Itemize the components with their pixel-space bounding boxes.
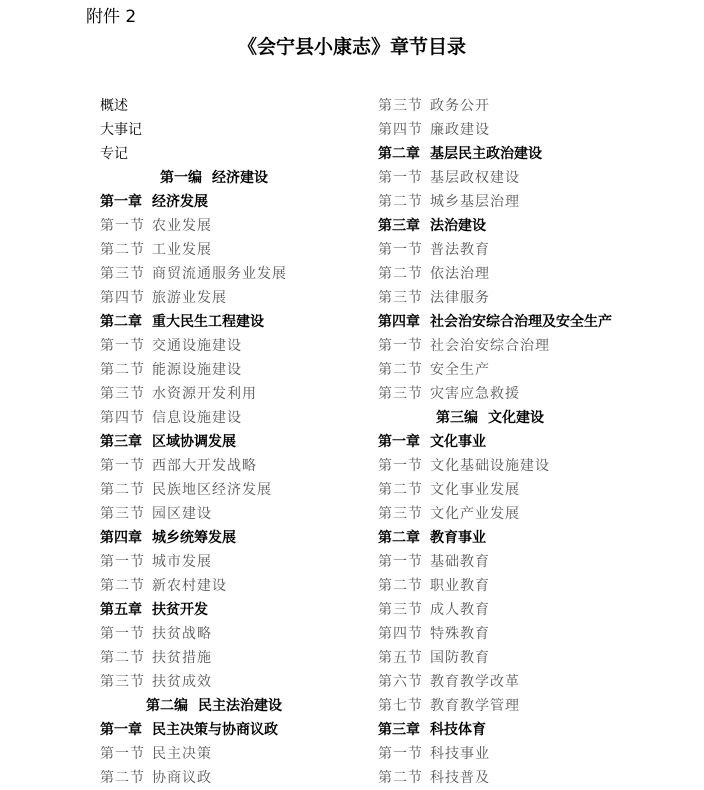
- toc-entry-title: 文化事业发展: [430, 482, 520, 498]
- toc-entry-title: 社会治安综合治理及安全生产: [430, 314, 612, 330]
- toc-entry-number: 第七节: [378, 698, 423, 714]
- toc-chapter: [100, 190, 287, 214]
- toc-entry-title: 基层民主政治建设: [430, 146, 542, 162]
- toc-entry-number: 第二节: [378, 194, 423, 210]
- toc-chapter: [100, 718, 287, 742]
- toc-section: [378, 550, 612, 574]
- toc-entry-number: 第四章: [378, 314, 420, 330]
- toc-entry-title: 法律服务: [430, 290, 490, 306]
- toc-entry-title: 安全生产: [430, 362, 490, 378]
- toc-entry-number: 第四节: [100, 290, 145, 306]
- toc-entry-title: 工业发展: [152, 242, 212, 258]
- toc-section: [378, 694, 612, 718]
- toc-entry-number: 第一节: [100, 554, 145, 570]
- toc-chapter: [378, 430, 612, 454]
- toc-entry-number: 第三章: [378, 722, 420, 738]
- toc-entry-title: 政务公开: [430, 98, 490, 114]
- toc-chapter: [378, 310, 612, 334]
- toc-entry-number: 第二章: [378, 146, 420, 162]
- toc-entry-title: 灾害应急救援: [430, 386, 520, 402]
- toc-entry-number: 第二章: [378, 530, 420, 546]
- toc-entry-number: 第三节: [378, 386, 423, 402]
- toc-section: [100, 358, 287, 382]
- toc-front-matter: [100, 142, 287, 166]
- toc-entry-number: 第二节: [100, 482, 145, 498]
- toc-section: [378, 598, 612, 622]
- toc-entry-title: 协商议政: [152, 770, 212, 786]
- toc-section: [378, 262, 612, 286]
- toc-entry-title: 成人教育: [430, 602, 490, 618]
- toc-section: [378, 670, 612, 694]
- toc-entry-title: 西部大开发战略: [152, 458, 257, 474]
- toc-section: [378, 502, 612, 526]
- toc-entry-title: 园区建设: [152, 506, 212, 522]
- toc-chapter: [378, 526, 612, 550]
- toc-entry-title: 扶贫措施: [152, 650, 212, 666]
- toc-section: [100, 766, 287, 790]
- toc-entry-number: 第一节: [100, 218, 145, 234]
- toc-section: [100, 670, 287, 694]
- toc-entry-title: 大事记: [100, 122, 142, 138]
- toc-entry-number: 第一节: [100, 626, 145, 642]
- toc-front-matter: [100, 94, 287, 118]
- toc-entry-title: 文化产业发展: [430, 506, 520, 522]
- toc-entry-number: 第三章: [100, 434, 142, 450]
- toc-entry-title: 科技体育: [430, 722, 486, 738]
- toc-entry-number: 第六节: [378, 674, 423, 690]
- toc-chapter: [378, 718, 612, 742]
- toc-entry-number: 第一节: [378, 458, 423, 474]
- toc-entry-title: 职业教育: [430, 578, 490, 594]
- toc-section: [100, 550, 287, 574]
- toc-entry-title: 扶贫战略: [152, 626, 212, 642]
- toc-section: [378, 574, 612, 598]
- toc-entry-number: 第三节: [100, 386, 145, 402]
- toc-entry-title: 国防教育: [430, 650, 490, 666]
- toc-entry-number: 第一节: [378, 338, 423, 354]
- toc-entry-number: 第五章: [100, 602, 142, 618]
- toc-section: [378, 742, 612, 766]
- toc-entry-title: 法治建设: [430, 218, 486, 234]
- toc-entry-title: 科技普及: [430, 770, 490, 786]
- toc-entry-title: 区域协调发展: [152, 434, 236, 450]
- toc-section: [100, 622, 287, 646]
- toc-entry-title: 经济建设: [212, 170, 268, 186]
- toc-entry-number: 第二节: [100, 650, 145, 666]
- toc-entry-title: 教育教学管理: [430, 698, 520, 714]
- toc-entry-title: 社会治安综合治理: [430, 338, 550, 354]
- toc-entry-number: 第二节: [378, 482, 423, 498]
- toc-entry-title: 交通设施建设: [152, 338, 242, 354]
- toc-entry-number: 第三节: [378, 98, 423, 114]
- toc-entry-title: 旅游业发展: [152, 290, 227, 306]
- toc-section: [378, 166, 612, 190]
- toc-entry-title: 扶贫开发: [152, 602, 208, 618]
- toc-section: [378, 646, 612, 670]
- toc-entry-title: 依法治理: [430, 266, 490, 282]
- toc-entry-title: 概述: [100, 98, 128, 114]
- toc-chapter: [100, 430, 287, 454]
- toc-entry-number: 第二节: [378, 266, 423, 282]
- toc-section: [100, 262, 287, 286]
- toc-entry-title: 廉政建设: [430, 122, 490, 138]
- toc-entry-number: 第一节: [378, 242, 423, 258]
- toc-section: [100, 478, 287, 502]
- toc-entry-number: 第三节: [100, 506, 145, 522]
- toc-entry-title: 教育教学改革: [430, 674, 520, 690]
- toc-entry-number: 第一节: [100, 746, 145, 762]
- toc-entry-title: 基础教育: [430, 554, 490, 570]
- toc-section: [100, 406, 287, 430]
- toc-chapter: [378, 214, 612, 238]
- toc-entry-number: 第三节: [378, 602, 423, 618]
- toc-entry-title: 民主法治建设: [198, 698, 282, 714]
- toc-section: [378, 766, 612, 790]
- toc-entry-title: 信息设施建设: [152, 410, 242, 426]
- toc-entry-number: 第一节: [100, 458, 145, 474]
- toc-entry-title: 民主决策与协商议政: [152, 722, 278, 738]
- toc-front-matter: [100, 118, 287, 142]
- toc-entry-number: 第三节: [100, 674, 145, 690]
- toc-entry-title: 科技事业: [430, 746, 490, 762]
- toc-entry-number: 第三节: [378, 506, 423, 522]
- toc-entry-title: 扶贫成效: [152, 674, 212, 690]
- toc-entry-number: 第一章: [100, 194, 142, 210]
- toc-entry-number: 第二章: [100, 314, 142, 330]
- toc-entry-number: 第一节: [378, 554, 423, 570]
- toc-section: [378, 382, 612, 406]
- toc-entry-title: 特殊教育: [430, 626, 490, 642]
- toc-entry-number: 第一编: [160, 170, 202, 186]
- toc-section: [100, 502, 287, 526]
- toc-entry-title: 文化基础设施建设: [430, 458, 550, 474]
- toc-entry-number: 第二节: [100, 578, 145, 594]
- toc-entry-number: 第二节: [100, 770, 145, 786]
- toc-left-column: [100, 94, 287, 790]
- toc-part: [100, 166, 287, 190]
- toc-section: [100, 574, 287, 598]
- toc-entry-number: 第五节: [378, 650, 423, 666]
- toc-entry-title: 能源设施建设: [152, 362, 242, 378]
- toc-entry-title: 商贸流通服务业发展: [152, 266, 287, 282]
- toc-entry-title: 教育事业: [430, 530, 486, 546]
- toc-entry-title: 重大民生工程建设: [152, 314, 264, 330]
- toc-section: [378, 334, 612, 358]
- toc-section: [378, 622, 612, 646]
- document-title: 《会宁县小康志》章节目录: [237, 36, 466, 58]
- toc-entry-number: 第三章: [378, 218, 420, 234]
- toc-section: [378, 454, 612, 478]
- toc-section: [378, 94, 612, 118]
- toc-entry-number: 第二节: [378, 362, 423, 378]
- toc-part: [100, 694, 287, 718]
- toc-entry-number: 第四章: [100, 530, 142, 546]
- toc-right-column: [378, 94, 612, 790]
- toc-entry-number: 第三节: [100, 266, 145, 282]
- toc-entry-title: 新农村建设: [152, 578, 227, 594]
- toc-entry-title: 经济发展: [152, 194, 208, 210]
- toc-section: [100, 286, 287, 310]
- toc-section: [378, 478, 612, 502]
- toc-entry-number: 第二节: [100, 242, 145, 258]
- toc-entry-title: 民族地区经济发展: [152, 482, 272, 498]
- toc-entry-number: 第四节: [100, 410, 145, 426]
- toc-entry-number: 第四节: [378, 626, 423, 642]
- toc-section: [100, 238, 287, 262]
- toc-entry-number: 第三编: [436, 410, 478, 426]
- annex-label: 附件 2: [86, 7, 137, 27]
- toc-entry-number: 第二节: [378, 770, 423, 786]
- toc-section: [378, 238, 612, 262]
- toc-entry-number: 第一节: [100, 338, 145, 354]
- toc-section: [378, 190, 612, 214]
- toc-entry-title: 专记: [100, 146, 128, 162]
- toc-entry-number: 第一章: [100, 722, 142, 738]
- toc-chapter: [100, 310, 287, 334]
- toc-entry-title: 城乡基层治理: [430, 194, 520, 210]
- toc-chapter: [100, 598, 287, 622]
- toc-entry-title: 城市发展: [152, 554, 212, 570]
- toc-section: [100, 334, 287, 358]
- toc-entry-title: 文化事业: [430, 434, 486, 450]
- toc-section: [378, 286, 612, 310]
- toc-section: [100, 742, 287, 766]
- toc-chapter: [378, 142, 612, 166]
- toc-section: [100, 382, 287, 406]
- toc-entry-title: 城乡统筹发展: [152, 530, 236, 546]
- toc-entry-number: 第一节: [378, 746, 423, 762]
- toc-part: [378, 406, 612, 430]
- toc-entry-number: 第二节: [100, 362, 145, 378]
- toc-entry-number: 第四节: [378, 122, 423, 138]
- toc-entry-title: 基层政权建设: [430, 170, 520, 186]
- toc-entry-title: 民主决策: [152, 746, 212, 762]
- toc-entry-number: 第二编: [146, 698, 188, 714]
- toc-section: [100, 214, 287, 238]
- toc-entry-title: 水资源开发利用: [152, 386, 257, 402]
- toc-entry-title: 普法教育: [430, 242, 490, 258]
- toc-section: [378, 118, 612, 142]
- toc-entry-number: 第二节: [378, 578, 423, 594]
- toc-entry-number: 第三节: [378, 290, 423, 306]
- toc-entry-title: 农业发展: [152, 218, 212, 234]
- toc-entry-number: 第一节: [378, 170, 423, 186]
- toc-entry-title: 文化建设: [488, 410, 544, 426]
- toc-section: [100, 646, 287, 670]
- toc-section: [378, 358, 612, 382]
- toc-entry-number: 第一章: [378, 434, 420, 450]
- toc-section: [100, 454, 287, 478]
- toc-chapter: [100, 526, 287, 550]
